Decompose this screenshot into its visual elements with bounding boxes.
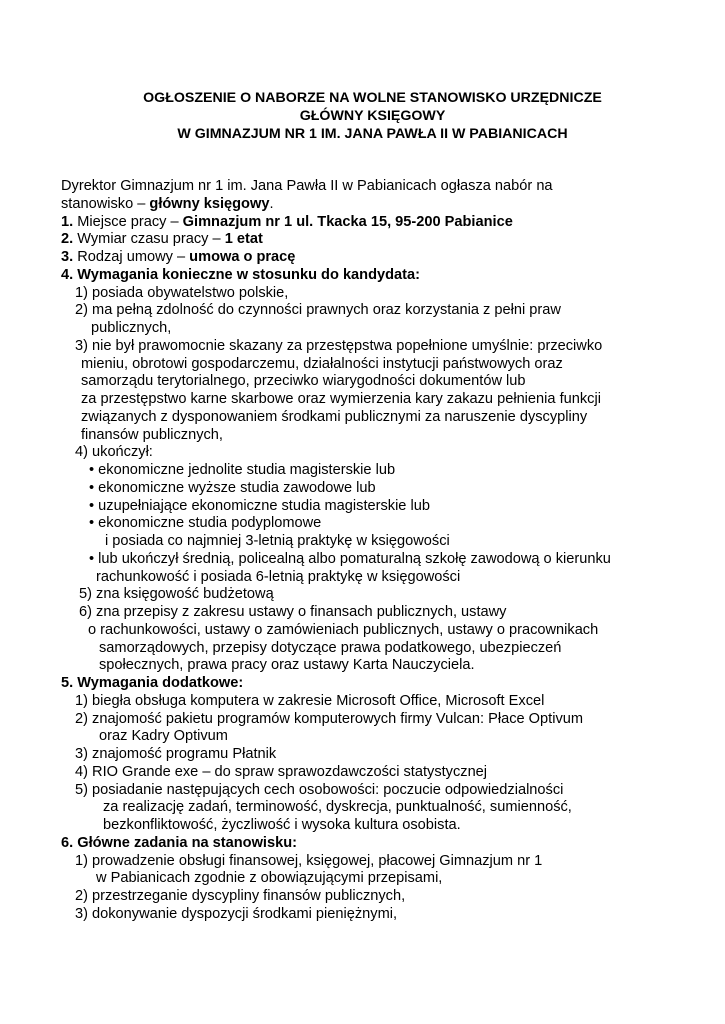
list-item: 1) prowadzenie obsługi finansowej, księgowej, płacowej Gimnazjum nr 1 <box>75 852 543 869</box>
title-line-1: OGŁOSZENIE O NABORZE NA WOLNE STANOWISKO URZĘDNICZE <box>143 90 602 106</box>
list-item-continuation: samorządu terytorialnego, przeciwko wiarygodności dokumentów lub <box>81 373 526 390</box>
list-item-continuation: związanych z dysponowaniem środkami publicznymi za naruszenie dyscypliny <box>81 408 588 425</box>
list-item: 5) posiadanie następujących cech osobowości: poczucie odpowiedzialności <box>75 781 564 798</box>
list-item-continuation: o rachunkowości, ustawy o zamówieniach publicznych, ustawy o pracownikach <box>88 621 599 638</box>
title-line-2: GŁÓWNY KSIĘGOWY <box>299 108 446 124</box>
title-line-3: W GIMNAZJUM NR 1 IM. JANA PAWŁA II W PABIANICACH <box>177 126 568 142</box>
bullet-continuation: i posiada co najmniej 3-letnią praktykę w księgowości <box>105 533 450 549</box>
item-workplace: 1. Miejsce pracy – Gimnazjum nr 1 ul. Tkacka 15, 95-200 Pabianice <box>61 213 513 230</box>
list-item-continuation: za przestępstwo karne skarbowe oraz wymierzenia kary zakazu pełnienia funkcji <box>81 391 601 407</box>
list-item: 5) zna księgowość budżetową <box>79 586 274 603</box>
list-item-continuation: za realizację zadań, terminowość, dyskrecja, punktualność, sumienność, <box>103 799 572 816</box>
section-heading: 5. Wymagania dodatkowe: <box>61 675 244 691</box>
list-item: 2) ma pełną zdolność do czynności prawnych oraz korzystania z pełni praw <box>75 302 561 319</box>
list-item: 2) przestrzeganie dyscypliny finansów publicznych, <box>75 888 406 904</box>
list-item: 4) RIO Grande exe – do spraw sprawozdawczości statystycznej <box>75 763 488 780</box>
document-body <box>61 178 701 924</box>
document-title <box>60 89 685 143</box>
bullet-item: • uzupełniające ekonomiczne studia magisterskie lub <box>89 497 430 514</box>
list-item: 2) znajomość pakietu programów komputerowych firmy Vulcan: Płace Optivum <box>75 710 584 727</box>
item-working-time: 2. Wymiar czasu pracy – 1 etat <box>61 231 263 248</box>
list-item: 3) znajomość programu Płatnik <box>75 746 277 762</box>
section-heading: 6. Główne zadania na stanowisku: <box>61 834 297 851</box>
list-item: 6) zna przepisy z zakresu ustawy o finansach publicznych, ustawy <box>79 604 507 620</box>
list-item-continuation: finansów publicznych, <box>81 426 223 443</box>
bullet-item: • ekonomiczne jednolite studia magisterskie lub <box>89 462 396 478</box>
bullet-continuation: rachunkowość i posiada 6-letnią praktykę w księgowości <box>96 568 461 585</box>
bullet-item: • lub ukończył średnią, policealną albo pomaturalną szkołę zawodową o kierunku <box>89 550 611 567</box>
list-item: 3) dokonywanie dyspozycji środkami pieniężnymi, <box>75 905 398 922</box>
list-item-continuation: w Pabianicach zgodnie z obowiązującymi przepisami, <box>96 870 443 887</box>
intro-line: stanowisko – główny księgowy. <box>61 195 274 212</box>
list-item-continuation: mieniu, obrotowi gospodarczemu, działalności instytucji państwowych oraz <box>81 355 563 372</box>
bullet-item: • ekonomiczne wyższe studia zawodowe lub <box>89 479 376 496</box>
list-item-continuation: oraz Kadry Optivum <box>99 728 228 745</box>
list-item-continuation: samorządowych, przepisy dotyczące prawa podatkowego, ubezpieczeń <box>99 639 562 656</box>
section-heading: 4. Wymagania konieczne w stosunku do kandydata: <box>61 266 420 283</box>
list-item-continuation: bezkonfliktowość, życzliwość i wysoka kultura osobista. <box>103 817 461 833</box>
list-item: 1) posiada obywatelstwo polskie, <box>75 284 289 301</box>
item-contract-type: 3. Rodzaj umowy – umowa o pracę <box>61 249 296 265</box>
list-item: 1) biegła obsługa komputera w zakresie Microsoft Office, Microsoft Excel <box>75 692 545 709</box>
list-item-continuation: publicznych, <box>91 320 172 336</box>
intro-line: Dyrektor Gimnazjum nr 1 im. Jana Pawła II w Pabianicach ogłasza nabór na <box>61 178 553 194</box>
list-item: 4) ukończył: <box>75 444 153 461</box>
list-item: 3) nie był prawomocnie skazany za przestępstwa popełnione umyślnie: przeciwko <box>75 337 603 354</box>
bullet-item: • ekonomiczne studia podyplomowe <box>89 515 322 532</box>
list-item-continuation: społecznych, prawa pracy oraz ustawy Karta Nauczyciela. <box>99 657 475 674</box>
